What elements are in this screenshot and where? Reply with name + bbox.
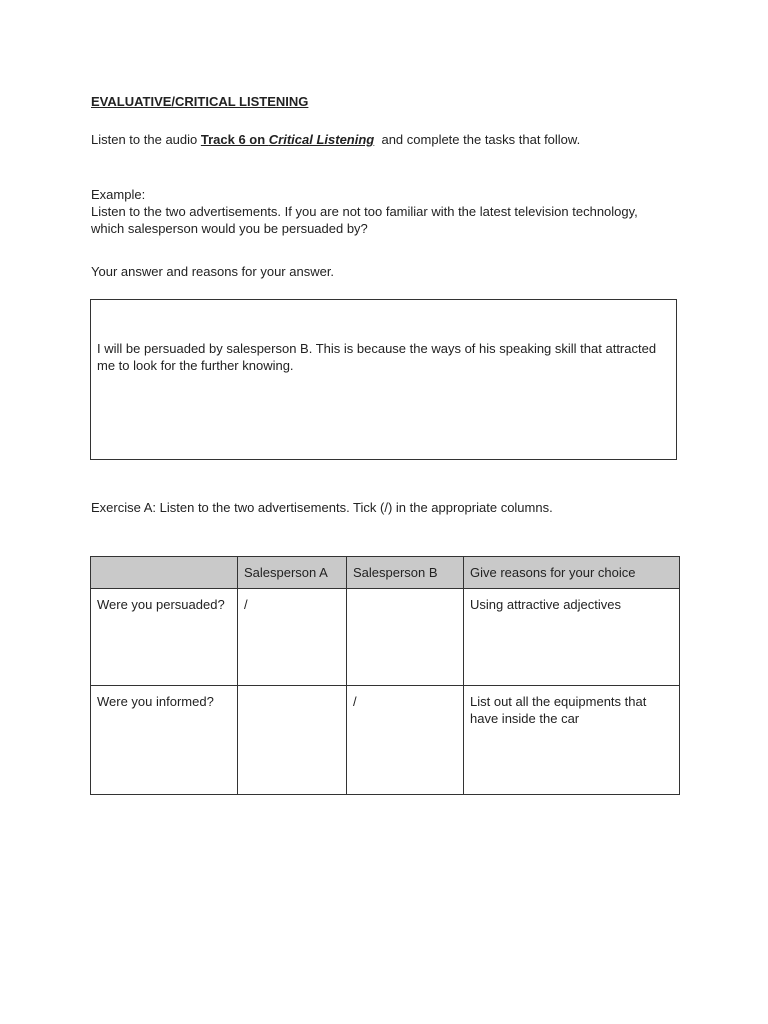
cell-salesperson-b: / <box>347 686 464 795</box>
header-salesperson-b: Salesperson B <box>347 557 464 589</box>
tick-table <box>90 556 680 795</box>
track-reference <box>201 132 374 147</box>
cell-reason: List out all the equipments that have inside the car <box>464 686 680 795</box>
table-row <box>91 686 680 795</box>
intro-text-after: and complete the tasks that follow. <box>374 132 581 147</box>
cell-salesperson-b <box>347 589 464 686</box>
page-title: EVALUATIVE/CRITICAL LISTENING <box>91 94 309 109</box>
example-section <box>91 186 691 237</box>
example-question-line2: which salesperson would you be persuaded by? <box>91 221 368 236</box>
track-prefix: Track 6 on <box>200 132 269 147</box>
answer-box <box>90 299 677 460</box>
header-empty <box>91 557 238 589</box>
intro-text-before: Listen to the audio <box>91 132 201 147</box>
cell-salesperson-a: / <box>238 589 347 686</box>
example-label: Example: <box>91 187 146 202</box>
cell-salesperson-a <box>238 686 347 795</box>
intro-instruction <box>91 131 580 148</box>
header-salesperson-a: Salesperson A <box>238 557 347 589</box>
header-reasons: Give reasons for your choice <box>464 557 680 589</box>
table-row <box>91 589 680 686</box>
cell-reason: Using attractive adjectives <box>464 589 680 686</box>
example-question-line1: Listen to the two advertisements. If you are not too familiar with the latest television technology, <box>91 204 638 219</box>
row-question: Were you persuaded? <box>91 589 238 686</box>
row-question: Were you informed? <box>91 686 238 795</box>
answer-text: I will be persuaded by salesperson B. This is because the ways of his speaking skill that attracted me to look for the further knowing. <box>97 341 657 373</box>
exercise-a-instruction: Exercise A: Listen to the two advertisements. Tick (/) in the appropriate columns. <box>91 500 553 515</box>
table-header-row <box>91 557 680 589</box>
answer-prompt: Your answer and reasons for your answer. <box>91 264 335 279</box>
track-title: Critical Listening <box>268 132 375 147</box>
